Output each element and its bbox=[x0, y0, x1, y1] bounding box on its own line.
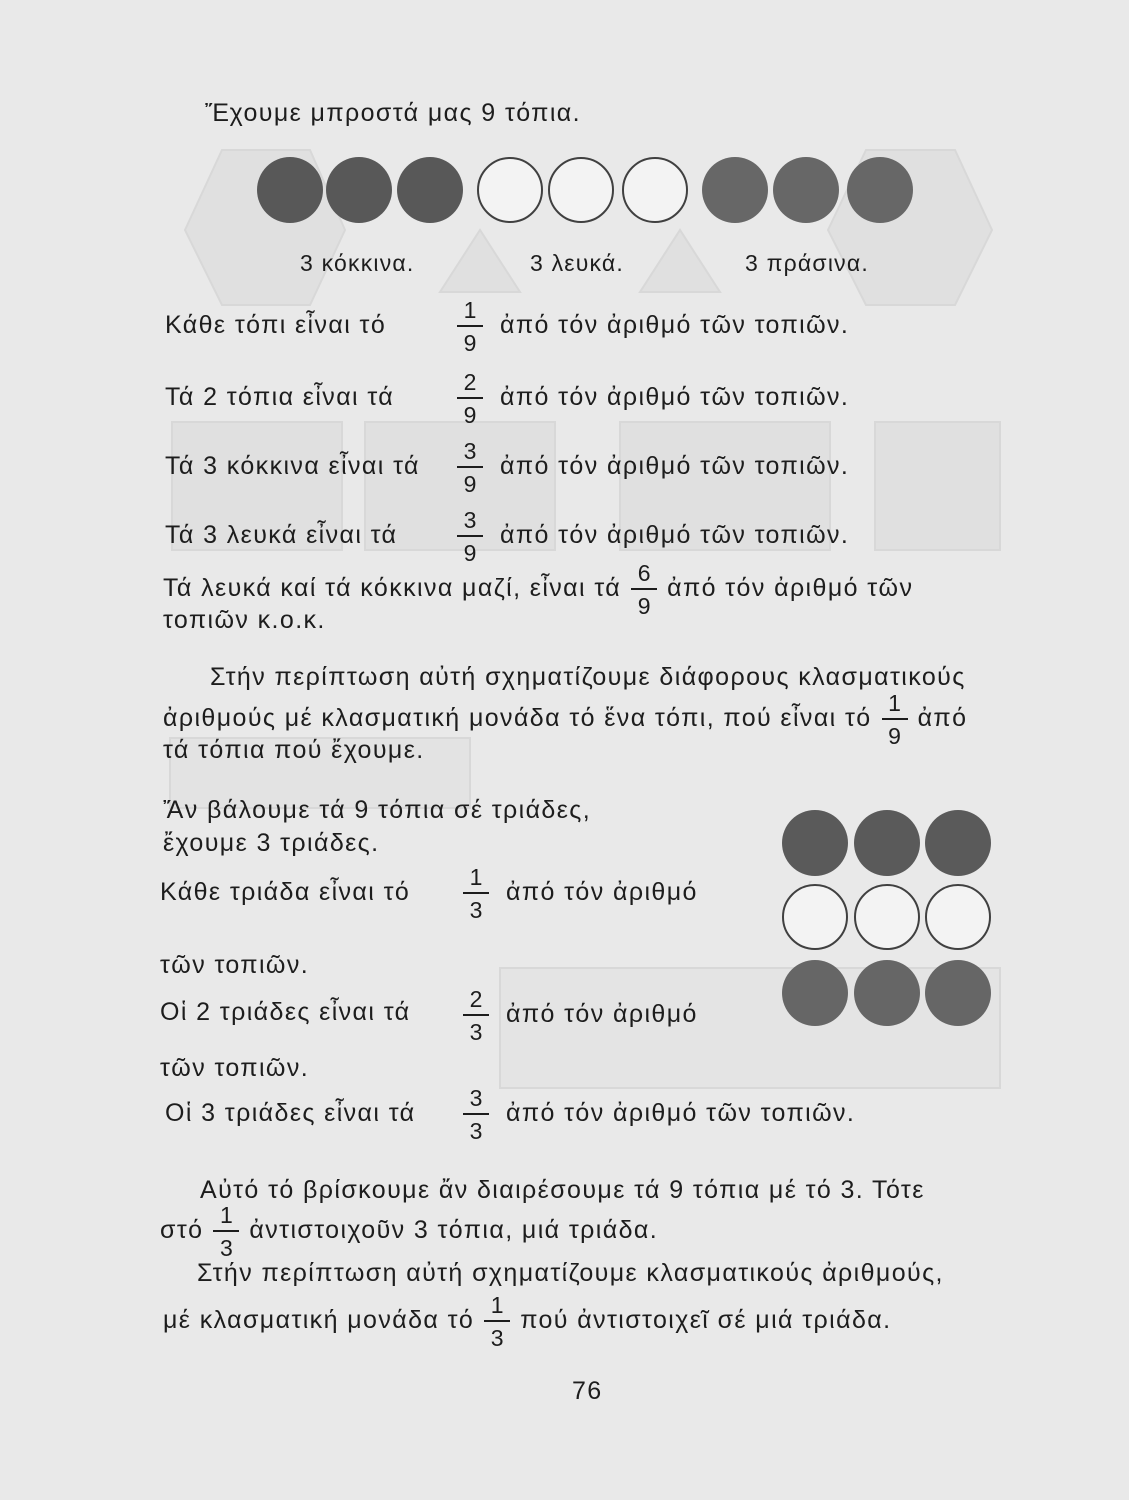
tile-green bbox=[925, 960, 991, 1026]
fraction-denominator: 3 bbox=[490, 1325, 504, 1352]
fraction-3-9 bbox=[457, 438, 483, 498]
fraction-numerator: 1 bbox=[463, 297, 477, 324]
tile-white bbox=[854, 884, 920, 950]
tile-white bbox=[477, 157, 543, 223]
tile-green bbox=[702, 157, 768, 223]
fraction-numerator: 1 bbox=[490, 1292, 504, 1319]
tile-red bbox=[925, 810, 991, 876]
tile-green bbox=[782, 960, 848, 1026]
fraction-3-3 bbox=[463, 1085, 489, 1145]
fraction-denominator: 9 bbox=[637, 593, 651, 620]
triad-statement-3-text: Οἱ 3 τριάδες εἶναι τά bbox=[165, 1099, 416, 1127]
tile-red bbox=[397, 157, 463, 223]
paragraph-thirds-line-2-before: μέ κλασματική μονάδα τό bbox=[163, 1306, 475, 1334]
combined-after: ἀπό τόν ἀριθμό τῶν bbox=[667, 574, 914, 602]
triad-statement-2-tail: ἀπό τόν ἀριθμό bbox=[506, 1000, 698, 1028]
page-number: 76 bbox=[572, 1377, 603, 1405]
fraction-numerator: 3 bbox=[469, 1085, 483, 1112]
triads-intro-line-2: ἔχουμε 3 τριάδες. bbox=[163, 829, 380, 857]
intro-text: Ἔχουμε μπροστά μας 9 τόπια. bbox=[205, 99, 581, 127]
statement-1-fraction-group bbox=[457, 297, 850, 357]
combined-before: Τά λευκά καί τά κόκκινα μαζί, εἶναι τά bbox=[163, 574, 622, 602]
fraction-numerator: 3 bbox=[463, 507, 477, 534]
label-green: 3 πράσινα. bbox=[745, 250, 869, 276]
statement-1-text: Κάθε τόπι εἶναι τό bbox=[165, 311, 387, 339]
paragraph-thirds-line-1: Στήν περίπτωση αὐτή σχηματίζουμε κλασματικούς ἀριθμούς, bbox=[197, 1259, 944, 1287]
tile-red bbox=[854, 810, 920, 876]
statement-4-fraction-group bbox=[457, 507, 850, 567]
fraction-1-9 bbox=[882, 690, 908, 750]
fraction-denominator: 3 bbox=[469, 1019, 483, 1046]
triad-statement-3-fraction-group bbox=[463, 1085, 856, 1145]
paragraph-ninths-line-2-before: ἀριθμούς μέ κλασματική μονάδα τό ἕνα τόπι, πού εἶναι τό bbox=[163, 704, 872, 732]
fraction-denominator: 9 bbox=[463, 330, 477, 357]
fraction-2-3 bbox=[463, 986, 489, 1046]
fraction-numerator: 2 bbox=[463, 369, 477, 396]
tile-red bbox=[257, 157, 323, 223]
paragraph-ninths-line-3: τά τόπια πού ἔχουμε. bbox=[163, 736, 425, 764]
triad-statement-1-continuation: τῶν τοπιῶν. bbox=[160, 951, 310, 979]
paragraph-thirds-line-2-after: πού ἀντιστοιχεῖ σέ μιά τριάδα. bbox=[520, 1306, 892, 1334]
tile-green bbox=[847, 157, 913, 223]
fraction-1-3 bbox=[484, 1292, 510, 1352]
statement-4-tail: ἀπό τόν ἀριθμό τῶν τοπιῶν. bbox=[500, 521, 850, 549]
fraction-numerator: 6 bbox=[637, 560, 651, 587]
paragraph-division-line-2 bbox=[160, 1202, 659, 1262]
tile-white bbox=[782, 884, 848, 950]
statement-4-text: Τά 3 λευκά εἶναι τά bbox=[165, 521, 398, 549]
fraction-denominator: 9 bbox=[463, 540, 477, 567]
fraction-numerator: 1 bbox=[220, 1202, 233, 1229]
fraction-denominator: 9 bbox=[463, 471, 477, 498]
tile-green bbox=[773, 157, 839, 223]
tile-white bbox=[622, 157, 688, 223]
fraction-denominator: 3 bbox=[469, 897, 483, 924]
statement-3-tail: ἀπό τόν ἀριθμό τῶν τοπιῶν. bbox=[500, 452, 850, 480]
statement-2-tail: ἀπό τόν ἀριθμό τῶν τοπιῶν. bbox=[500, 383, 850, 411]
paragraph-ninths-line-2-after: ἀπό bbox=[917, 704, 968, 732]
bleed-square bbox=[875, 422, 1000, 550]
triad-statement-2-text: Οἱ 2 τριάδες εἶναι τά bbox=[160, 998, 411, 1026]
bleed-triangle bbox=[640, 230, 720, 292]
tile-red bbox=[326, 157, 392, 223]
statement-2-text: Τά 2 τόπια εἶναι τά bbox=[165, 383, 395, 411]
fraction-denominator: 3 bbox=[220, 1235, 233, 1262]
fraction-2-9 bbox=[457, 369, 483, 429]
fraction-numerator: 3 bbox=[463, 438, 477, 465]
fraction-denominator: 9 bbox=[463, 402, 477, 429]
paragraph-division-line-1: Αὐτό τό βρίσκουμε ἄν διαιρέσουμε τά 9 τόπια μέ τό 3. Τότε bbox=[200, 1176, 925, 1204]
triad-statement-2-fraction-group bbox=[463, 986, 698, 1046]
fraction-3-9 bbox=[457, 507, 483, 567]
paragraph-ninths-line-1: Στήν περίπτωση αὐτή σχηματίζουμε διάφορους κλασματικούς bbox=[210, 663, 966, 691]
paragraph-thirds-line-2 bbox=[163, 1292, 892, 1352]
statement-1-tail: ἀπό τόν ἀριθμό τῶν τοπιῶν. bbox=[500, 311, 850, 339]
tile-green bbox=[854, 960, 920, 1026]
triad-statement-1-fraction-group bbox=[463, 864, 698, 924]
triad-statement-1-text: Κάθε τριάδα εἶναι τό bbox=[160, 878, 411, 906]
label-red: 3 κόκκινα. bbox=[300, 250, 415, 276]
statement-2-fraction-group bbox=[457, 369, 850, 429]
tile-red bbox=[782, 810, 848, 876]
fraction-denominator: 9 bbox=[888, 723, 901, 750]
statement-3-text: Τά 3 κόκκινα εἶναι τά bbox=[165, 452, 420, 480]
fraction-denominator: 3 bbox=[469, 1118, 483, 1145]
triad-statement-2-continuation: τῶν τοπιῶν. bbox=[160, 1054, 310, 1082]
fraction-1-3 bbox=[463, 864, 489, 924]
fraction-numerator: 1 bbox=[469, 864, 483, 891]
label-white: 3 λευκά. bbox=[530, 250, 625, 276]
tile-white bbox=[925, 884, 991, 950]
combined-continuation: τοπιῶν κ.ο.κ. bbox=[163, 606, 326, 634]
fraction-6-9 bbox=[631, 560, 657, 620]
triad-statement-1-tail: ἀπό τόν ἀριθμό bbox=[506, 878, 698, 906]
fraction-1-9 bbox=[457, 297, 483, 357]
fraction-1-3 bbox=[213, 1202, 239, 1262]
paragraph-division-line-2-after: ἀντιστοιχοῦν 3 τόπια, μιά τριάδα. bbox=[249, 1216, 659, 1244]
statement-3-fraction-group bbox=[457, 438, 850, 498]
triad-statement-3-tail: ἀπό τόν ἀριθμό τῶν τοπιῶν. bbox=[506, 1099, 856, 1127]
fraction-numerator: 1 bbox=[888, 690, 901, 717]
triads-intro-line-1: Ἄν βάλουμε τά 9 τόπια σέ τριάδες, bbox=[163, 796, 592, 824]
fraction-numerator: 2 bbox=[469, 986, 483, 1013]
bleed-triangle bbox=[440, 230, 520, 292]
paragraph-division-line-2-before: στό bbox=[160, 1216, 204, 1244]
tile-white bbox=[548, 157, 614, 223]
